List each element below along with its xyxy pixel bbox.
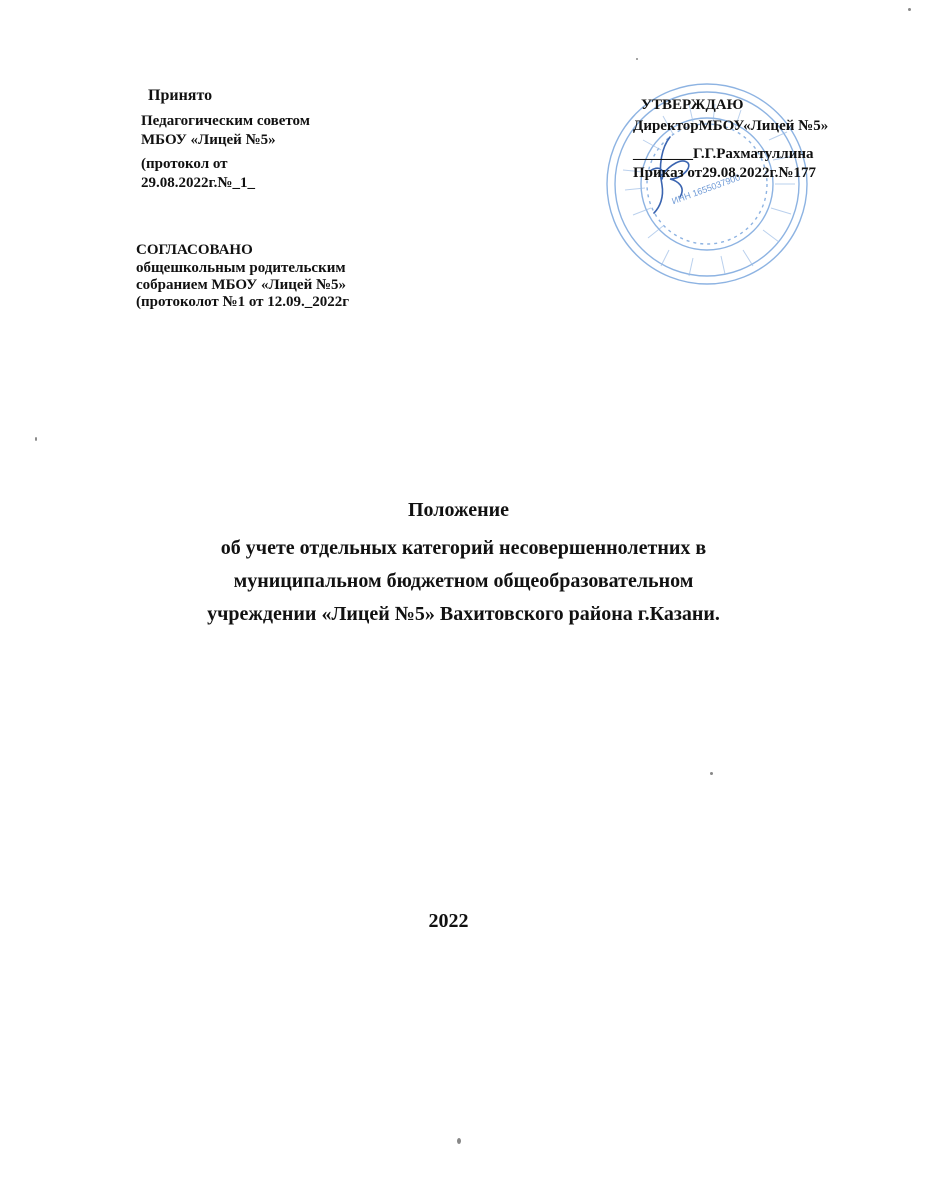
document-subtitle-line-1: об учете отдельных категорий несовершеннолетних в bbox=[220, 537, 707, 559]
accepted-block bbox=[141, 86, 310, 193]
scan-speck bbox=[457, 1138, 461, 1144]
scan-speck bbox=[908, 8, 911, 11]
document-title: Положение bbox=[407, 499, 510, 521]
approve-line-1: ДиректорМБОУ«Лицей №5» bbox=[633, 118, 829, 134]
accepted-line-1: Педагогическим советом bbox=[141, 113, 310, 129]
document-subtitle-line-3: учреждении «Лицей №5» Вахитовского района г.Казани. bbox=[207, 603, 720, 625]
seal-inn-text: ИНН 1655037900 bbox=[670, 172, 742, 207]
document-title-block bbox=[0, 498, 927, 631]
agreed-line-1: общешкольным родительским bbox=[136, 260, 346, 276]
scan-speck bbox=[35, 437, 37, 441]
accepted-line-3: (протокол от bbox=[141, 156, 228, 172]
accepted-line-2: МБОУ «Лицей №5» bbox=[141, 132, 276, 148]
approve-line-2: ________Г.Г.Рахматуллина bbox=[633, 146, 814, 162]
agreed-line-2: собранием МБОУ «Лицей №5» bbox=[136, 277, 347, 293]
scan-speck bbox=[710, 772, 713, 775]
approve-heading: УТВЕРЖДАЮ bbox=[641, 97, 744, 113]
accepted-heading: Принято bbox=[148, 87, 213, 104]
approve-line-3: Приказ от29.08.2022г.№177 bbox=[633, 165, 816, 181]
agreed-block bbox=[136, 242, 349, 311]
agreed-line-3: (протоколот №1 от 12.09._2022г bbox=[136, 294, 350, 310]
document-year: 2022 bbox=[428, 910, 469, 932]
agreed-heading: СОГЛАСОВАНО bbox=[136, 242, 253, 258]
document-subtitle-line-2: муниципальном бюджетном общеобразовательном bbox=[233, 570, 694, 592]
approve-block bbox=[633, 96, 828, 183]
scan-speck bbox=[636, 58, 638, 60]
accepted-line-4: 29.08.2022г.№_1_ bbox=[141, 175, 255, 191]
